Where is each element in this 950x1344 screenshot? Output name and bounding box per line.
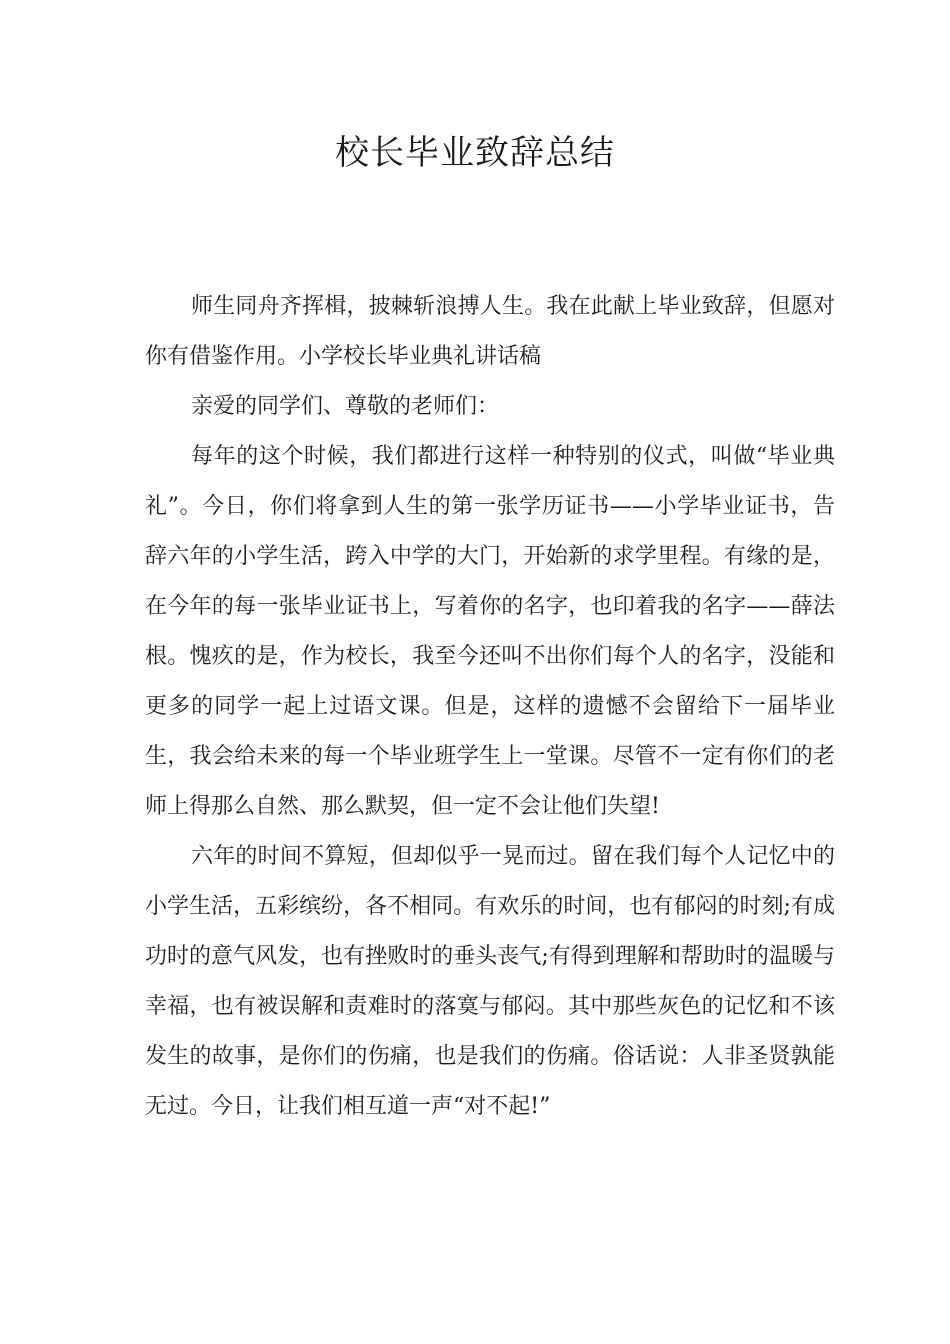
document-title: 校长毕业致辞总结 <box>335 133 615 173</box>
document-body <box>145 282 835 1132</box>
paragraph-memories: 六年的时间不算短，但却似乎一晃而过。留在我们每个人记忆中的小学生活，五彩缤纷，各不相同。有欢乐的时间，也有郁闷的时刻;有成功时的意气风发，也有挫败时的垂头丧气;有得到理解和帮助时的温暖与幸福，也有被误解和责难时的落寞与郁闷。其中那些灰色的记忆和不该发生的故事，是你们的伤痛，也是我们的伤痛。俗话说：人非圣贤孰能无过。今日，让我们相互道一声“对不起!” <box>145 844 835 1119</box>
paragraph-intro: 师生同舟齐挥楫，披棘斩浪搏人生。我在此献上毕业致辞，但愿对你有借鉴作用。小学校长毕业典礼讲话稿 <box>145 294 835 369</box>
paragraph-salutation: 亲爱的同学们、尊敬的老师们： <box>191 394 500 419</box>
paragraph-ceremony: 每年的这个时候，我们都进行这样一种特别的仪式，叫做“毕业典礼”。今日，你们将拿到人生的第一张学历证书——小学毕业证书，告辞六年的小学生活，跨入中学的大门，开始新的求学里程。有缘的是，在今年的每一张毕业证书上，写着你的名字，也印着我的名字——薛法根。愧疚的是，作为校长，我至今还叫不出你们每个人的名字，没能和更多的同学一起上过语文课。但是，这样的遗憾不会留给下一届毕业生，我会给未来的每一个毕业班学生上一堂课。尽管不一定有你们的老师上得那么自然、那么默契，但一定不会让他们失望! <box>145 444 835 819</box>
